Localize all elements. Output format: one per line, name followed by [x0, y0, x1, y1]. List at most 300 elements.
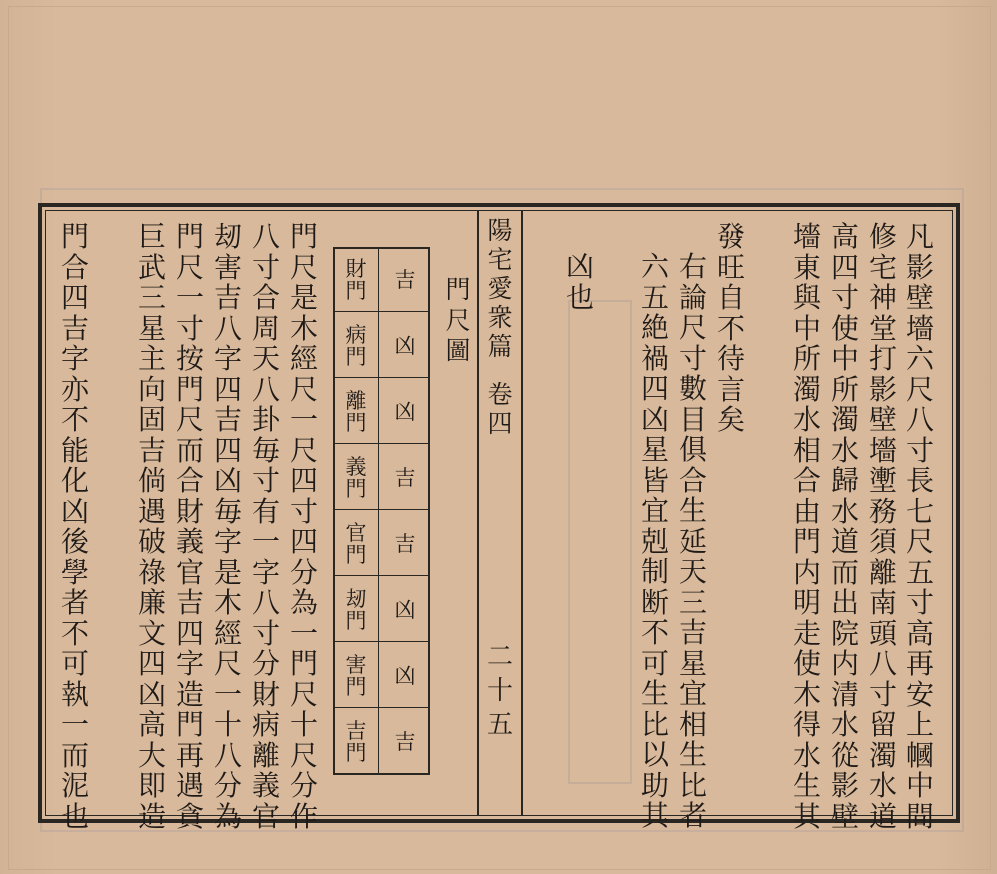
glyph: 間	[905, 799, 934, 833]
glyph: 門	[175, 220, 204, 253]
glyph: 俱	[678, 433, 707, 466]
glyph: 不	[640, 616, 669, 649]
glyph: 門	[289, 220, 318, 253]
glyph: 堂	[868, 311, 897, 345]
glyph: 宜	[640, 494, 669, 527]
text-column	[60, 222, 90, 832]
glyph: 二	[486, 642, 513, 672]
glyph: 濁	[792, 372, 821, 406]
running-title	[485, 216, 515, 361]
text-column	[213, 222, 243, 832]
glyph: 矣	[716, 403, 745, 436]
glyph: 自	[716, 281, 745, 314]
glyph: 合	[251, 281, 280, 314]
glyph: 走	[792, 616, 821, 650]
fortune-label: 吉	[394, 466, 416, 490]
chart-door-cell	[335, 511, 377, 577]
glyph: 離	[868, 555, 897, 589]
glyph: 東	[792, 250, 821, 284]
glyph: 木	[213, 586, 242, 619]
glyph: 財	[251, 677, 280, 711]
glyph: 門	[175, 372, 204, 406]
glyph: 官	[175, 555, 204, 589]
glyph: 病	[251, 708, 280, 741]
glyph: 尺	[289, 433, 318, 467]
glyph: 吉	[213, 403, 242, 436]
glyph: 按	[175, 342, 204, 375]
glyph: 離	[251, 738, 280, 772]
glyph: 五	[640, 280, 669, 314]
glyph: 篇	[487, 332, 513, 361]
glyph: 作	[289, 799, 318, 833]
glyph: 刼	[213, 220, 242, 253]
glyph: 尺	[213, 647, 242, 680]
glyph: 尺	[289, 250, 318, 284]
glyph: 生	[792, 769, 821, 802]
text-column	[251, 222, 281, 832]
text-column	[678, 252, 708, 832]
glyph: 為	[213, 799, 242, 833]
glyph: 寸	[830, 281, 859, 314]
glyph: 一	[251, 525, 280, 558]
door-label-glyph: 財	[345, 257, 367, 281]
glyph: 凶	[640, 402, 669, 436]
glyph: 影	[905, 250, 934, 284]
door-label-glyph: 刼	[345, 587, 367, 611]
glyph: 水	[792, 403, 821, 436]
glyph: 造	[175, 677, 204, 711]
glyph: 以	[640, 738, 669, 771]
glyph: 修	[868, 220, 897, 253]
glyph: 其	[640, 799, 669, 832]
glyph: 天	[251, 342, 280, 375]
glyph: 分	[289, 555, 318, 589]
glyph: 門	[445, 275, 471, 304]
text-column	[289, 222, 319, 832]
text-column	[565, 252, 595, 313]
glyph: 八	[868, 647, 897, 680]
glyph: 吉	[60, 311, 89, 345]
door-label-glyph: 害	[345, 653, 367, 677]
door-label-glyph: 吉	[345, 719, 367, 743]
chart-fortune-cell	[383, 709, 427, 775]
glyph: 神	[868, 281, 897, 314]
glyph: 凶	[213, 464, 242, 497]
glyph: 官	[251, 799, 280, 833]
glyph: 字	[60, 342, 89, 375]
glyph: 一	[289, 403, 318, 436]
glyph: 宜	[678, 677, 707, 710]
glyph: 是	[213, 555, 242, 589]
glyph: 主	[137, 342, 166, 375]
glyph: 院	[830, 616, 859, 650]
glyph: 濁	[868, 738, 897, 772]
chart-fortune-cell	[383, 379, 427, 445]
chart-door-cell	[335, 445, 377, 511]
glyph: 義	[251, 769, 280, 802]
glyph: 尺	[905, 525, 934, 558]
chart-title	[443, 275, 473, 367]
glyph: 右	[678, 250, 707, 283]
glyph: 長	[905, 464, 934, 497]
glyph: 四	[175, 616, 204, 650]
glyph: 祿	[137, 555, 166, 589]
glyph: 幗	[905, 738, 934, 772]
glyph: 制	[640, 555, 669, 588]
glyph: 卷	[487, 380, 513, 409]
glyph: 壁	[830, 799, 859, 833]
glyph: 執	[60, 677, 89, 711]
glyph: 一	[60, 708, 89, 741]
text-column	[716, 222, 746, 436]
glyph: 學	[60, 555, 89, 589]
glyph: 貪	[175, 799, 204, 833]
text-column	[175, 222, 205, 832]
fortune-label: 吉	[394, 730, 416, 754]
chart-door-cell	[335, 313, 377, 379]
glyph: 星	[137, 311, 166, 345]
chart-fortune-cell	[383, 445, 427, 511]
glyph: 門	[289, 647, 318, 680]
glyph: 廉	[137, 586, 166, 619]
glyph: 字	[175, 647, 204, 680]
glyph: 相	[792, 433, 821, 467]
glyph: 財	[175, 494, 204, 528]
glyph: 明	[792, 586, 821, 619]
glyph: 者	[678, 799, 707, 832]
glyph: 也	[60, 799, 89, 833]
glyph: 凡	[905, 220, 934, 253]
glyph: 陽	[487, 216, 513, 245]
glyph: 使	[830, 311, 859, 345]
glyph: 安	[905, 677, 934, 711]
glyph: 寸	[289, 494, 318, 528]
door-label-glyph: 官	[345, 521, 367, 545]
glyph: 衆	[487, 303, 513, 332]
glyph: 一	[213, 677, 242, 711]
glyph: 寸	[678, 341, 707, 375]
glyph: 中	[905, 769, 934, 802]
glyph: 門	[60, 220, 89, 253]
glyph: 宅	[487, 245, 513, 274]
chart-door-cell	[335, 247, 377, 313]
glyph: 發	[716, 220, 745, 253]
text-column	[137, 222, 167, 832]
glyph: 遇	[137, 494, 166, 528]
glyph: 固	[137, 403, 166, 436]
glyph: 壁	[868, 403, 897, 436]
glyph: 水	[792, 738, 821, 772]
door-label-glyph: 門	[345, 609, 367, 633]
fortune-label: 凶	[394, 400, 416, 424]
door-label-glyph: 門	[345, 675, 367, 699]
glyph: 頭	[868, 616, 897, 650]
glyph: 墻	[905, 311, 934, 345]
glyph: 尺	[289, 372, 318, 406]
chart-door-cell	[335, 379, 377, 445]
glyph: 十	[486, 676, 513, 706]
glyph: 木	[289, 311, 318, 345]
glyph: 四	[640, 372, 669, 405]
glyph: 水	[868, 769, 897, 802]
fortune-label: 凶	[394, 334, 416, 358]
glyph: 生	[678, 494, 707, 527]
chart-door-cell	[335, 643, 377, 709]
door-label-glyph: 門	[345, 279, 367, 303]
glyph: 合	[175, 464, 204, 497]
glyph: 待	[716, 342, 745, 375]
glyph: 吉	[678, 616, 707, 649]
glyph: 禍	[640, 341, 669, 375]
glyph: 合	[792, 464, 821, 497]
glyph: 星	[640, 433, 669, 466]
chart-fortune-cell	[383, 577, 427, 643]
glyph: 尺	[175, 250, 204, 284]
glyph: 須	[868, 525, 897, 558]
fortune-label: 凶	[394, 664, 416, 688]
glyph: 愛	[487, 274, 513, 303]
glyph: 所	[792, 342, 821, 375]
door-label-glyph: 門	[345, 543, 367, 567]
glyph: 再	[905, 647, 934, 680]
glyph: 三	[678, 585, 707, 619]
glyph: 旺	[716, 250, 745, 284]
glyph: 四	[60, 281, 89, 314]
glyph: 務	[868, 494, 897, 528]
glyph: 中	[830, 342, 859, 375]
glyph: 而	[60, 738, 89, 772]
text-column	[792, 222, 822, 832]
glyph: 清	[830, 677, 859, 711]
glyph: 為	[289, 586, 318, 619]
glyph: 破	[137, 525, 166, 558]
glyph: 八	[213, 738, 242, 772]
glyph: 歸	[830, 464, 859, 497]
glyph: 十	[213, 708, 242, 741]
glyph: 目	[678, 402, 707, 436]
glyph: 凶	[60, 494, 89, 528]
text-column	[830, 222, 860, 832]
glyph: 字	[251, 555, 280, 589]
glyph: 水	[830, 708, 859, 741]
glyph: 八	[905, 403, 934, 436]
glyph: 壁	[905, 281, 934, 314]
door-label-glyph: 門	[345, 741, 367, 765]
chart-door-cell	[335, 577, 377, 643]
juan-label	[485, 380, 515, 438]
glyph: 寸	[251, 616, 280, 650]
glyph: 道	[830, 525, 859, 558]
glyph: 五	[486, 710, 513, 740]
glyph: 南	[868, 586, 897, 619]
glyph: 巨	[137, 220, 166, 253]
glyph: 者	[60, 586, 89, 619]
glyph: 八	[251, 372, 280, 406]
door-label-glyph: 門	[345, 411, 367, 435]
glyph: 再	[175, 738, 204, 772]
glyph: 門	[175, 708, 204, 741]
glyph: 得	[792, 708, 821, 741]
glyph: 毎	[251, 433, 280, 467]
glyph: 壍	[868, 464, 897, 497]
glyph: 四	[137, 647, 166, 680]
fortune-label: 吉	[394, 532, 416, 556]
glyph: 從	[830, 738, 859, 772]
glyph: 尺	[678, 311, 707, 344]
text-column	[868, 222, 898, 832]
glyph: 水	[830, 433, 859, 467]
glyph: 高	[905, 616, 934, 650]
glyph: 八	[251, 586, 280, 619]
glyph: 四	[289, 464, 318, 497]
glyph: 寸	[868, 677, 897, 711]
glyph: 不	[60, 616, 89, 650]
glyph: 宅	[868, 250, 897, 284]
glyph: 周	[251, 311, 280, 345]
glyph: 分	[289, 769, 318, 802]
glyph: 六	[640, 250, 669, 283]
glyph: 延	[678, 524, 707, 558]
glyph: 寸	[251, 464, 280, 497]
glyph: 四	[487, 409, 513, 438]
glyph: 言	[716, 372, 745, 406]
glyph: 分	[251, 647, 280, 680]
glyph: 剋	[640, 524, 669, 558]
text-column	[640, 252, 670, 832]
glyph: 字	[213, 525, 242, 558]
glyph: 内	[830, 647, 859, 680]
glyph: 天	[678, 555, 707, 588]
glyph: 吉	[213, 281, 242, 314]
glyph: 皆	[640, 463, 669, 497]
door-label-glyph: 門	[345, 345, 367, 369]
door-label-glyph: 義	[345, 455, 367, 479]
glyph: 中	[792, 311, 821, 345]
chart-divider	[378, 249, 379, 773]
glyph: 武	[137, 250, 166, 284]
glyph: 寸	[175, 311, 204, 345]
glyph: 十	[289, 708, 318, 741]
door-label-glyph: 病	[345, 323, 367, 347]
fortune-label: 凶	[394, 598, 416, 622]
glyph: 一	[175, 281, 204, 314]
glyph: 比	[678, 768, 707, 802]
glyph: 數	[678, 372, 707, 405]
text-column	[905, 222, 935, 832]
folio-number	[485, 640, 515, 742]
glyph: 不	[60, 403, 89, 436]
glyph: 圖	[445, 336, 471, 365]
glyph: 所	[830, 372, 859, 406]
glyph: 是	[289, 281, 318, 314]
glyph: 與	[792, 281, 821, 314]
glyph: 可	[640, 646, 669, 680]
glyph: 三	[137, 281, 166, 314]
glyph: 星	[678, 646, 707, 680]
glyph: 卦	[251, 403, 280, 436]
glyph: 墻	[792, 220, 821, 253]
glyph: 能	[60, 433, 89, 467]
glyph: 四	[289, 525, 318, 558]
glyph: 影	[868, 372, 897, 406]
door-label-glyph: 門	[345, 477, 367, 501]
glyph: 凶	[137, 677, 166, 711]
door-label-glyph: 離	[345, 389, 367, 413]
glyph: 泥	[60, 769, 89, 802]
chart-door-cell	[335, 709, 377, 775]
glyph: 墻	[868, 433, 897, 467]
glyph: 七	[905, 494, 934, 528]
glyph: 一	[289, 616, 318, 650]
glyph: 遇	[175, 769, 204, 802]
glyph: 四	[830, 250, 859, 284]
glyph: 可	[60, 647, 89, 680]
chart-fortune-cell	[383, 511, 427, 577]
chart-fortune-cell	[383, 313, 427, 379]
glyph: 而	[175, 433, 204, 467]
glyph: 寸	[905, 586, 934, 619]
glyph: 四	[213, 372, 242, 406]
glyph: 合	[60, 250, 89, 284]
glyph: 吉	[137, 433, 166, 467]
chart-fortune-cell	[383, 643, 427, 709]
glyph: 高	[830, 220, 859, 253]
glyph: 亦	[60, 372, 89, 406]
glyph: 比	[640, 707, 669, 741]
glyph: 留	[868, 708, 897, 741]
glyph: 四	[213, 433, 242, 467]
glyph: 經	[213, 616, 242, 650]
glyph: 八	[213, 311, 242, 345]
glyph: 生	[678, 738, 707, 771]
glyph: 寸	[905, 433, 934, 467]
glyph: 門	[792, 525, 821, 558]
glyph: 木	[792, 677, 821, 711]
glyph: 出	[830, 586, 859, 619]
glyph: 寸	[251, 250, 280, 284]
glyph: 向	[137, 372, 166, 406]
glyph: 尺	[445, 305, 471, 335]
glyph: 不	[716, 311, 745, 345]
glyph: 助	[640, 768, 669, 802]
glyph: 上	[905, 708, 934, 741]
glyph: 大	[137, 738, 166, 772]
glyph: 化	[60, 464, 89, 497]
glyph: 經	[289, 342, 318, 375]
glyph: 相	[678, 707, 707, 741]
glyph: 即	[137, 769, 166, 802]
glyph: 打	[868, 342, 897, 375]
glyph: 道	[868, 799, 897, 833]
chart-fortune-cell	[383, 247, 427, 313]
glyph: 尺	[175, 403, 204, 436]
glyph: 合	[678, 463, 707, 497]
glyph: 八	[251, 220, 280, 253]
glyph: 分	[213, 769, 242, 802]
glyph: 六	[905, 342, 934, 375]
glyph: 水	[830, 494, 859, 528]
glyph: 尺	[289, 738, 318, 772]
glyph: 倘	[137, 464, 166, 497]
fortune-label: 吉	[394, 268, 416, 292]
glyph: 内	[792, 555, 821, 589]
glyph: 尺	[905, 372, 934, 406]
glyph: 造	[137, 799, 166, 833]
glyph: 義	[175, 525, 204, 558]
glyph: 絶	[640, 311, 669, 344]
glyph: 五	[905, 555, 934, 589]
glyph: 其	[792, 799, 821, 833]
